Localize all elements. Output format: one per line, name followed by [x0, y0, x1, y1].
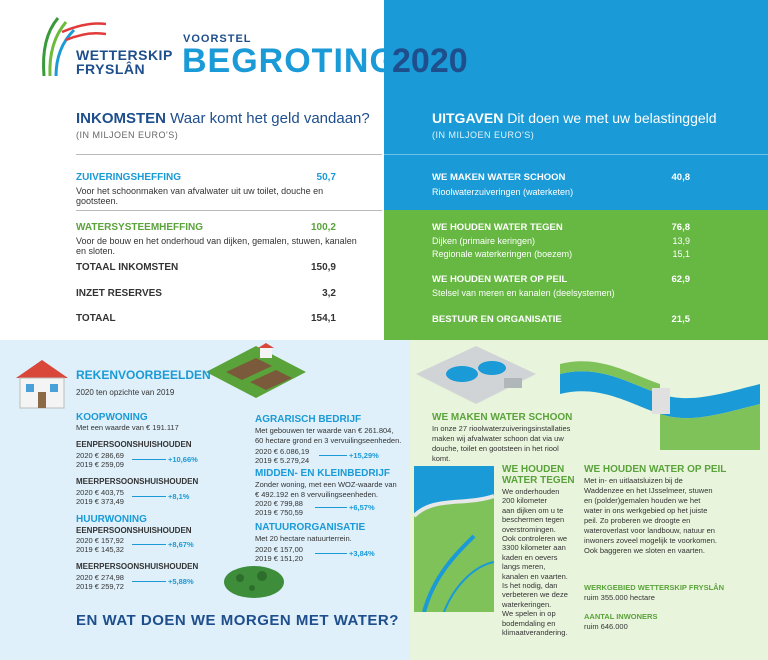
- expense-row: [432, 172, 690, 183]
- koopwoning-block: [76, 412, 179, 433]
- value-line: 2020 € 286,69: [76, 451, 124, 460]
- expense-label: BESTUUR EN ORGANISATIE: [432, 314, 562, 325]
- agrarisch-values: [255, 447, 395, 465]
- text-line: overstromingen.: [502, 524, 556, 534]
- value-line: 2019 € 151,20: [255, 554, 303, 563]
- expense-row: [432, 314, 690, 325]
- desc-line: Zonder woning, met een WOZ-waarde van: [255, 480, 397, 489]
- expenses-divider: [384, 154, 768, 155]
- logo-line1: WETTERSKIP: [76, 47, 173, 63]
- text-line: We onderhouden: [502, 487, 560, 496]
- change-percentage: +8,1%: [168, 492, 190, 501]
- income-title: [76, 110, 370, 127]
- treatment-plant-icon: [414, 344, 538, 408]
- text-line: Waddenzee en het IJsselmeer, stuwen: [584, 486, 713, 495]
- expense-value: 13,9: [672, 236, 690, 246]
- expense-label: Dijken (primaire keringen): [432, 236, 536, 246]
- total-label: INZET RESERVES: [76, 288, 162, 299]
- expense-label: WE HOUDEN WATER TEGEN: [432, 222, 563, 233]
- income-item-head: [76, 222, 336, 233]
- expense-value: 21,5: [671, 314, 690, 325]
- arrow-line: [132, 544, 166, 545]
- koop-g2-title: MEERPERSOONSHUISHOUDEN: [76, 477, 199, 486]
- koop-g2-values: [76, 488, 236, 506]
- expenses-title: [432, 110, 717, 126]
- expense-row: [432, 236, 690, 246]
- text-line: Ook baggeren we sloten en vaarten.: [584, 546, 705, 555]
- expenses-title-rest: Dit doen we met uw belastinggeld: [503, 110, 717, 126]
- income-unit: (IN MILJOEN EURO'S): [76, 130, 179, 140]
- huur-g2-title: MEERPERSOONSHUISHOUDEN: [76, 562, 199, 571]
- arrow-line: [319, 455, 347, 456]
- tegen-title: [502, 464, 575, 486]
- year-title: 2020: [392, 42, 468, 80]
- value-line: 2020 € 6.086,19: [255, 447, 310, 456]
- mkb-desc: [255, 480, 397, 500]
- value-line: 2020 € 799,88: [255, 499, 303, 508]
- voorstel-label: VOORSTEL: [183, 33, 252, 45]
- expense-label: WE HOUDEN WATER OP PEIL: [432, 274, 568, 285]
- arrow-line: [132, 496, 166, 497]
- mkb-title: MIDDEN- EN KLEINBEDRIJF: [255, 468, 391, 479]
- natuur-values: [255, 545, 395, 563]
- value-line: 2020 € 403,75: [76, 488, 124, 497]
- total-value: 150,9: [310, 262, 336, 273]
- income-item-head: [76, 172, 336, 183]
- closing-question: EN WAT DOEN WE MORGEN MET WATER?: [76, 612, 399, 629]
- total-label: TOTAAL INKOMSTEN: [76, 262, 179, 273]
- text-line: komt.: [432, 454, 451, 463]
- expense-value: 40,8: [671, 172, 690, 183]
- logo-line2: FRYSLÂN: [76, 61, 146, 77]
- text-line: kaden en oevers: [502, 552, 558, 562]
- huur-g1-values: [76, 536, 236, 554]
- begroting-title: BEGROTING: [182, 42, 397, 80]
- agrarisch-title: AGRARISCH BEDRIJF: [255, 414, 362, 425]
- value-line: 2019 € 5.279,24: [255, 456, 310, 465]
- expense-row: [432, 249, 690, 259]
- income-item-label: WATERSYSTEEMHEFFING: [76, 222, 204, 233]
- change-percentage: +8,67%: [168, 540, 194, 549]
- text-line: peil. Zo proberen we droogte en: [584, 516, 691, 525]
- examples-title: REKENVOORBEELDEN: [76, 368, 211, 382]
- income-item-value: 100,2: [310, 222, 336, 233]
- expense-value: 76,8: [671, 222, 690, 233]
- income-divider: [76, 154, 382, 155]
- title-line: WE HOUDEN: [502, 464, 565, 475]
- income-title-rest: Waar komt het geld vandaan?: [166, 110, 370, 127]
- text-line: Ook controleren we: [502, 534, 568, 544]
- value-line: 2019 € 373,49: [76, 497, 124, 506]
- expense-label: Stelsel van meren en kanalen (deelsystemen): [432, 288, 615, 298]
- dike-map-icon: [414, 466, 494, 612]
- farm-icon: [206, 342, 306, 404]
- total-row: [76, 262, 336, 273]
- income-item-label: ZUIVERINGSHEFFING: [76, 172, 182, 183]
- koop-g1-title: EENPERSOONSHUISHOUDEN: [76, 440, 192, 449]
- value-line: 2019 € 259,72: [76, 582, 124, 591]
- income-item-watersysteem: [76, 222, 366, 256]
- text-line: aan dijken om u te: [502, 505, 564, 515]
- total-label: TOTAAL: [76, 313, 116, 324]
- text-line: waterkeringen.: [502, 599, 552, 609]
- change-percentage: +3,84%: [349, 549, 375, 558]
- text-line: Met in- en uitlaatsluizen bij de: [584, 476, 683, 485]
- arrow-line: [315, 507, 347, 508]
- expense-label: Rioolwaterzuiveringen (waterketen): [432, 187, 574, 197]
- tegen-text: [502, 487, 568, 638]
- peil-title: WE HOUDEN WATER OP PEIL: [584, 464, 727, 475]
- text-line: water in ons werkgebied op het juiste: [584, 506, 708, 515]
- sluice-icon: [560, 354, 760, 450]
- total-row: [76, 313, 336, 324]
- examples-subtitle: 2020 ten opzichte van 2019: [76, 388, 175, 397]
- text-line: verbeteren we deze: [502, 590, 568, 600]
- peil-text: [584, 476, 717, 556]
- desc-line: Met gebouwen ter waarde van € 261.804,: [255, 426, 394, 435]
- text-line: langs meren,: [502, 562, 546, 572]
- change-percentage: +15,29%: [349, 451, 379, 460]
- desc-line: € 492.192 en 8 vervuilingseenheden.: [255, 490, 379, 499]
- expense-value: 15,1: [672, 249, 690, 259]
- value-line: 2020 € 274,98: [76, 573, 124, 582]
- expense-value: 62,9: [671, 274, 690, 285]
- income-item-value: 50,7: [316, 172, 336, 183]
- expense-row: [432, 274, 690, 285]
- text-line: klimaatverandering.: [502, 628, 568, 638]
- text-line: beschermen tegen: [502, 515, 565, 525]
- arrow-line: [132, 581, 166, 582]
- expense-row: [432, 222, 690, 233]
- schoon-title: WE MAKEN WATER SCHOON: [432, 412, 573, 423]
- agrarisch-desc: [255, 426, 401, 446]
- koopwoning-title: KOOPWONING: [76, 412, 148, 423]
- change-percentage: +10,66%: [168, 455, 198, 464]
- natuur-title: NATUURORGANISATIE: [255, 522, 366, 533]
- werkgebied-title: WERKGEBIED WETTERSKIP FRYSLÂN: [584, 583, 725, 592]
- value-line: 2019 € 145,32: [76, 545, 124, 554]
- expense-row: [432, 187, 690, 197]
- income-divider: [76, 210, 382, 211]
- expenses-unit: (IN MILJOEN EURO'S): [432, 130, 535, 140]
- income-item-desc: Voor het schoonmaken van afvalwater uit uw toilet, douche en gootsteen.: [76, 186, 324, 206]
- text-line: We spelen in op: [502, 609, 556, 619]
- arrow-line: [132, 459, 166, 460]
- income-item-zuivering: [76, 172, 366, 206]
- text-line: bodemdaling en: [502, 618, 556, 628]
- house-icon: [12, 352, 72, 412]
- huur-g1-title: EENPERSOONSHUISHOUDEN: [76, 526, 192, 535]
- income-item-desc: Voor de bouw en het onderhoud van dijken, gemalen, stuwen, kanalen en sloten.: [76, 236, 357, 256]
- text-line: wateroverlast voor landbouw, natuur en: [584, 526, 715, 535]
- change-percentage: +6,57%: [349, 503, 375, 512]
- text-line: In onze 27 rioolwaterzuiveringsinstallaties: [432, 424, 571, 433]
- value-line: 2019 € 750,59: [255, 508, 303, 517]
- huurwoning-title: HUURWONING: [76, 514, 147, 525]
- koopwoning-desc: Met een waarde van € 191.117: [76, 423, 179, 432]
- total-row: [76, 288, 336, 299]
- text-line: kanalen en vaarten.: [502, 571, 568, 581]
- natuur-desc: Met 20 hectare natuurterrein.: [255, 534, 352, 543]
- huur-g2-values: [76, 573, 236, 591]
- text-line: douche, toilet en gootsteen in het riool: [432, 444, 559, 453]
- text-line: inwoners zoveel mogelijk te voorkomen.: [584, 536, 717, 545]
- mkb-values: [255, 499, 395, 517]
- text-line: 200 kilometer: [502, 496, 548, 506]
- expense-label: Regionale waterkeringen (boezem): [432, 249, 573, 259]
- total-value: 154,1: [310, 313, 336, 324]
- value-line: 2020 € 157,92: [76, 536, 124, 545]
- value-line: 2020 € 157,00: [255, 545, 303, 554]
- werkgebied-value: ruim 355.000 hectare: [584, 593, 655, 602]
- total-value: 3,2: [322, 288, 336, 299]
- change-percentage: +5,88%: [168, 577, 194, 586]
- expense-row: [432, 288, 690, 298]
- arrow-line: [315, 553, 347, 554]
- expense-label: WE MAKEN WATER SCHOON: [432, 172, 566, 183]
- text-line: maken wij afvalwater schoon dat via uw: [432, 434, 564, 443]
- inwoners-value: ruim 646.000: [584, 622, 628, 631]
- desc-line: 60 hectare grond en 3 vervuilingseenheden.: [255, 436, 402, 445]
- koop-g1-values: [76, 451, 236, 469]
- text-line: 3300 kilometer aan: [502, 543, 566, 553]
- schoon-text: [432, 424, 570, 464]
- value-line: 2019 € 259,09: [76, 460, 124, 469]
- income-title-bold: INKOMSTEN: [76, 110, 166, 127]
- expenses-title-bold: UITGAVEN: [432, 110, 504, 126]
- inwoners-title: AANTAL INWONERS: [584, 612, 658, 621]
- title-line: WATER TEGEN: [502, 475, 575, 486]
- text-line: Is het nodig, dan: [502, 581, 558, 591]
- text-line: en (polder)gemalen houden we het: [584, 496, 701, 505]
- logo-text: [76, 48, 173, 76]
